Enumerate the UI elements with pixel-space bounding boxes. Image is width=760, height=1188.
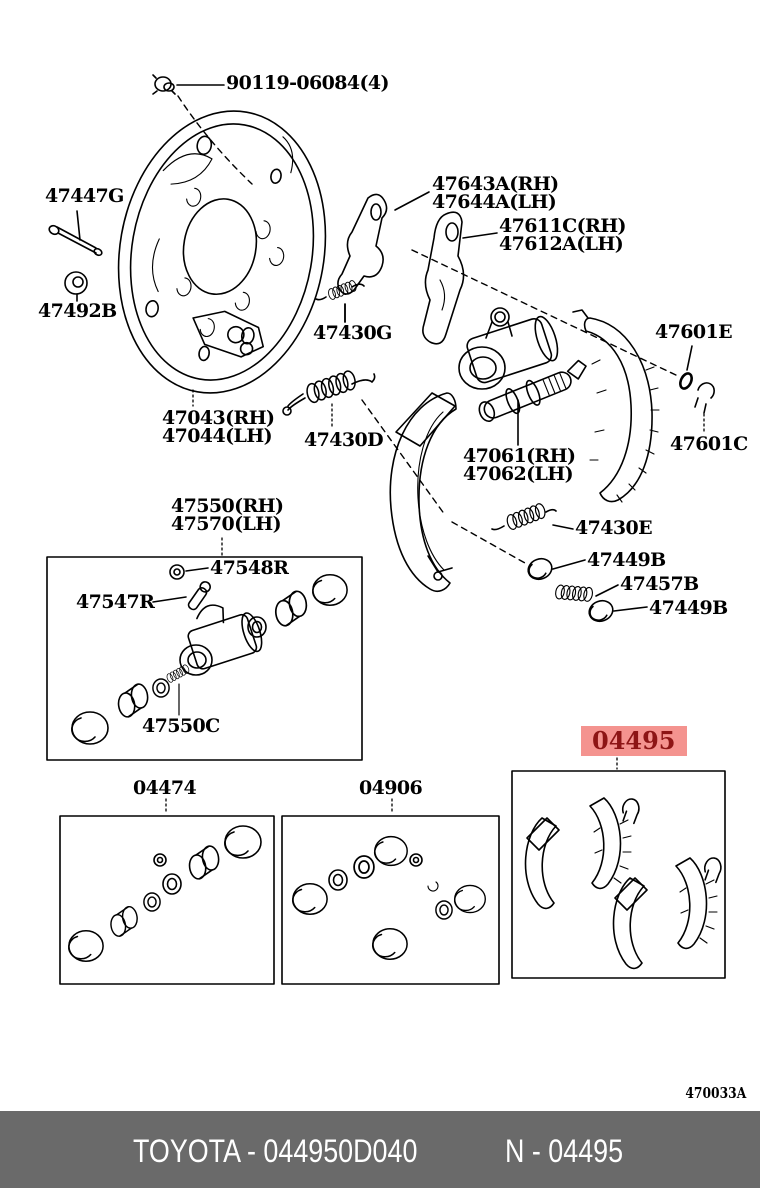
part-label-04906: 04906 — [359, 777, 423, 799]
part-label-47601e: 47601E — [655, 321, 732, 343]
part-label-47430d: 47430D — [304, 429, 383, 451]
part-label-04474: 04474 — [133, 777, 197, 799]
part-label-47601c: 47601C — [670, 433, 748, 455]
footer-part-number: TOYOTA - 044950D040 — [133, 1133, 418, 1169]
footer-bar — [0, 1111, 760, 1188]
part-label-04495: 04495 — [581, 726, 687, 756]
part-label-47447g: 47447G — [45, 185, 124, 207]
part-label-47430e: 47430E — [575, 517, 652, 539]
part-label-47548r: 47548R — [210, 557, 289, 579]
part-label-90119: 90119-06084(4) — [226, 72, 389, 94]
part-label-47061: 47061(RH) 47062(LH) — [463, 445, 576, 485]
part-label-47449b-1: 47449B — [587, 549, 666, 571]
part-label-47611c: 47611C(RH) 47612A(LH) — [499, 215, 626, 255]
part-label-47643a: 47643A(RH) 47644A(LH) — [432, 173, 559, 213]
part-label-47449b-2: 47449B — [649, 597, 728, 619]
part-label-47492b: 47492B — [38, 300, 117, 322]
part-label-47550c: 47550C — [142, 715, 220, 737]
footer-catalog-number: N - 04495 — [505, 1133, 624, 1169]
part-label-47457b: 47457B — [620, 573, 699, 595]
part-label-47547r: 47547R — [76, 591, 155, 613]
part-label-47430g: 47430G — [313, 322, 392, 344]
part-label-47043: 47043(RH) 47044(LH) — [162, 407, 275, 447]
part-label-47550: 47550(RH) 47570(LH) — [171, 495, 284, 535]
figure-ref-code: 470033A — [685, 1084, 746, 1102]
